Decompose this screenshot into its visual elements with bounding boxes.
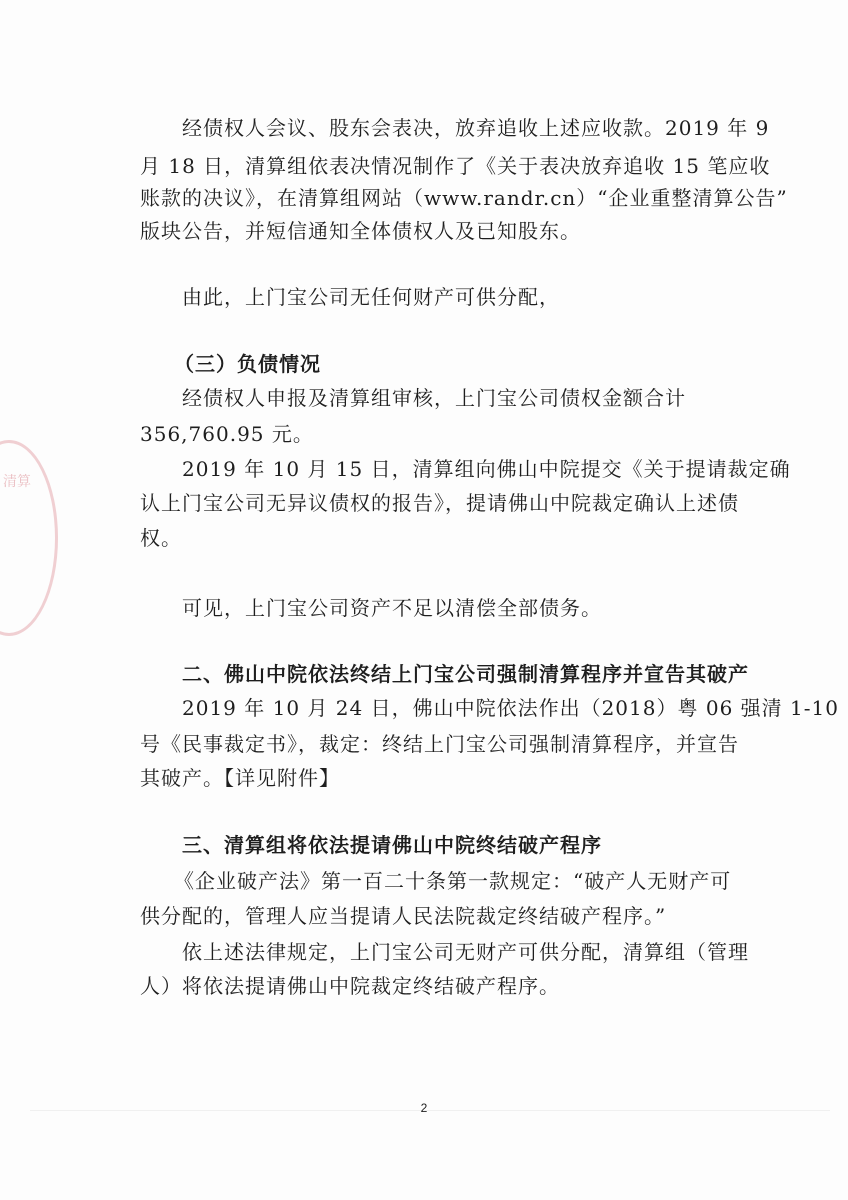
paragraph-1-line-1: 经债权人会议、股东会表决，放弃追收上述应收款。2019 年 9: [182, 116, 770, 140]
paragraph-5: 可见，上门宝公司资产不足以清偿全部债务。: [182, 596, 602, 620]
paragraph-1-line-4: 版块公告，并短信通知全体债权人及已知股东。: [140, 219, 581, 243]
paragraph-4-line-2: 认上门宝公司无异议债权的报告》，提请佛山中院裁定确认上述债: [140, 491, 739, 515]
red-seal-icon: [0, 440, 58, 636]
section-heading-debts: （三）负债情况: [174, 352, 321, 376]
section-heading-terminate-bankruptcy: 三、清算组将依法提请佛山中院终结破产程序: [182, 833, 602, 857]
paragraph-3-line-2: 356,760.95 元。: [140, 422, 314, 446]
paragraph-6-line-1: 2019 年 10 月 24 日，佛山中院依法作出（2018）粤 06 强清 1-10: [182, 696, 839, 720]
paragraph-1-line-3: 账款的决议》，在清算组网站（www.randr.cn）“企业重整清算公告”: [140, 186, 788, 210]
paragraph-8-line-1: 依上述法律规定，上门宝公司无财产可供分配，清算组（管理: [182, 940, 749, 964]
page-number: 2: [420, 1101, 428, 1115]
paragraph-8-line-2: 人）将依法提请佛山中院裁定终结破产程序。: [140, 974, 560, 998]
paragraph-7-line-1: 《企业破产法》第一百二十条第一款规定：“破产人无财产可: [174, 869, 732, 893]
paragraph-7-line-2: 供分配的，管理人应当提请人民法院裁定终结破产程序。”: [140, 904, 667, 928]
seal-text: 清算: [3, 474, 31, 490]
paragraph-6-line-2: 号《民事裁定书》，裁定：终结上门宝公司强制清算程序，并宣告: [140, 732, 739, 756]
paragraph-4-line-1: 2019 年 10 月 15 日，清算组向佛山中院提交《关于提请裁定确: [182, 457, 791, 481]
paragraph-3-line-1: 经债权人申报及清算组审核，上门宝公司债权金额合计: [182, 386, 686, 410]
paragraph-4-line-3: 权。: [140, 526, 182, 550]
paragraph-2: 由此，上门宝公司无任何财产可供分配，: [182, 285, 560, 309]
paragraph-6-line-3: 其破产。【详见附件】: [140, 766, 340, 790]
section-heading-court-termination: 二、佛山中院依法终结上门宝公司强制清算程序并宣告其破产: [182, 662, 749, 686]
paragraph-1-line-2: 月 18 日，清算组依表决情况制作了《关于表决放弃追收 15 笔应收: [140, 154, 771, 178]
